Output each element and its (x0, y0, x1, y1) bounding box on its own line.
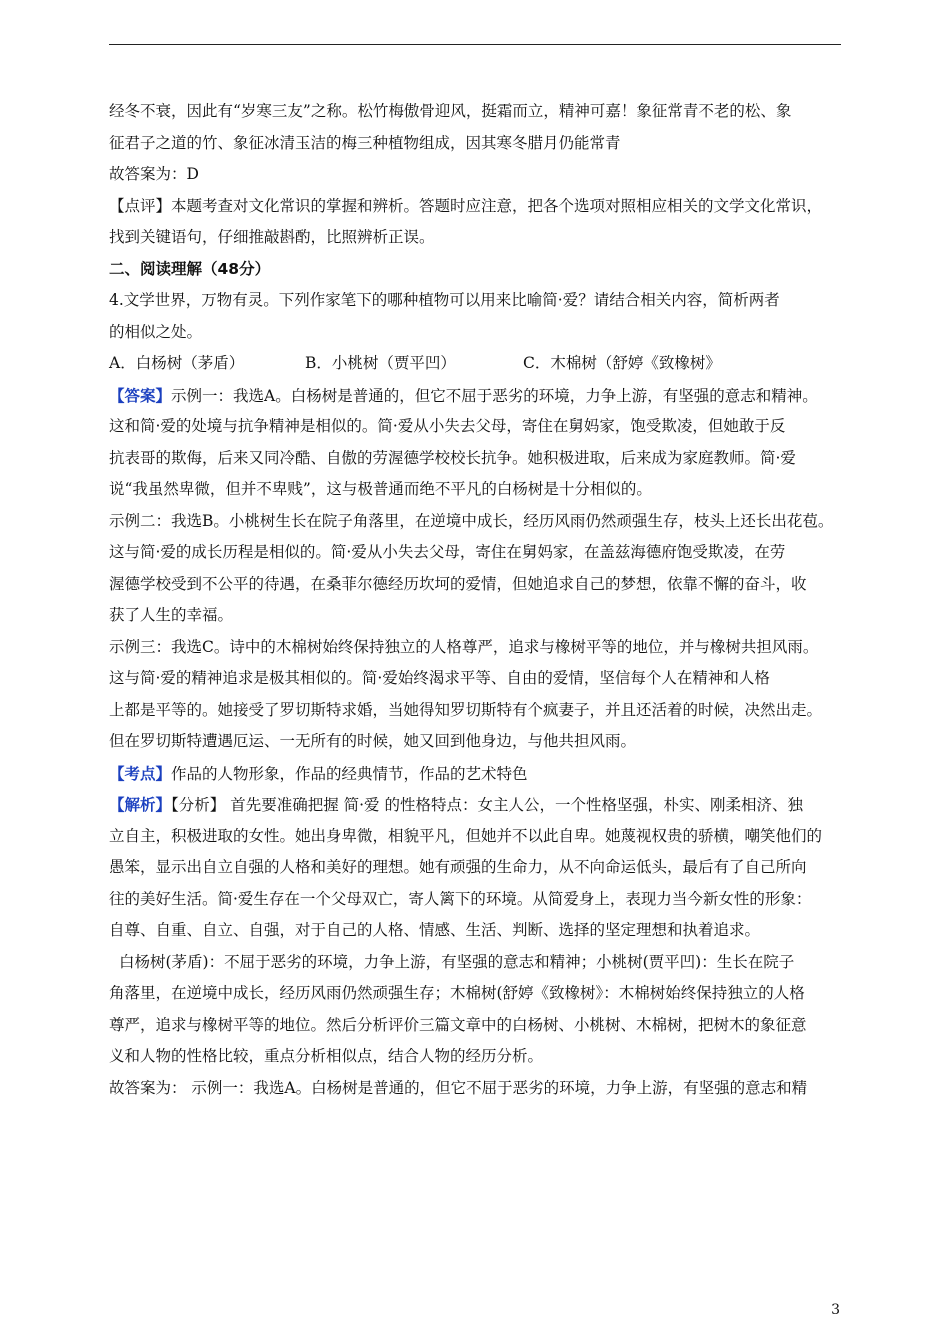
kaodian-line (109, 758, 857, 790)
jiexi-line: 义和人物的性格比较，重点分析相似点，结合人物的经历分析。 (109, 1047, 544, 1065)
question-stem: 4.文学世界，万物有灵。下列作家笔下的哪种植物可以用来比喻简·爱？请结合相关内容，简析两者 (109, 291, 780, 309)
jiexi-line (109, 789, 857, 821)
answer-line: 说“我虽然卑微，但并不卑贱”，这与极普通而绝不平凡的白杨树是十分相似的。 (109, 480, 652, 498)
comment-line (109, 191, 857, 223)
jiexi-line: 自尊、自重、自立、自强，对于自己的人格、情感、生活、判断、选择的坚定理想和执着追求。 (109, 921, 761, 939)
kaodian-text: 作品的人物形象，作品的经典情节，作品的艺术特色 (171, 764, 528, 783)
option-b: B．小桃树（贾平凹） (305, 354, 456, 372)
question-options (109, 348, 857, 380)
example-line: 获了人生的幸福。 (109, 606, 234, 624)
answer-line: 这和简·爱的处境与抗争精神是相似的。简·爱从小失去父母，寄住在舅妈家，饱受欺凌，但她敢于反 (109, 417, 786, 435)
jiexi-line: 往的美好生活。简·爱生存在一个父母双亡，寄人篱下的环境。从简爱身上，表现力当今新女性的形象： (109, 889, 812, 908)
jiexi-line: 立自主，积极进取的女性。她出身卑微，相貌平凡，但她并不以此自卑。她蔑视权贵的骄横，嘲笑他们的 (109, 826, 823, 845)
example-line: 上都是平等的。她接受了罗切斯特求婚，当她得知罗切斯特有个疯妻子，并且还活着的时候，决然出走。 (109, 700, 823, 719)
comment-text: 本题考查对文化常识的掌握和辨析。答题时应注意，把各个选项对照相应相关的文学文化常识， (171, 196, 823, 215)
answer-line: 故答案为：D (109, 165, 199, 183)
example-line: 这与简·爱的成长历程是相似的。简·爱从小失去父母，寄住在舅妈家，在盖兹海德府饱受欺凌，在劳 (109, 543, 786, 561)
final-answer-line: 故答案为： 示例一：我选A。白杨树是普通的，但它不屈于恶劣的环境，力争上游，有坚强的意志和精 (109, 1078, 808, 1097)
section-title: 二、阅读理解（48分） (109, 259, 271, 278)
jiexi-line: 愚笨，显示出自立自强的人格和美好的理想。她有顽强的生命力，从不向命运低头，最后有了自己所向 (109, 858, 807, 876)
header-divider (109, 44, 841, 45)
option-c: C．木棉树（舒婷《致橡树》 (523, 354, 721, 372)
page-body (109, 96, 857, 1104)
jiexi-text: 【分析】 首先要准确把握 简·爱 的性格特点：女主人公，一个性格坚强，朴实、刚柔相济、独 (171, 796, 803, 814)
answer-line: 抗表哥的欺侮，后来又同冷酷、自傲的劳渥德学校校长抗争。她积极进取，后来成为家庭教师。简·爱 (109, 448, 796, 467)
example-line: 示例三：我选C。诗中的木棉树始终保持独立的人格尊严，追求与橡树平等的地位，并与橡树共担风雨。 (109, 637, 819, 656)
option-a: A．白杨树（茅盾） (109, 354, 245, 372)
paragraph-line: 征君子之道的竹、象征冰清玉洁的梅三种植物组成，因其寒冬腊月仍能常青 (109, 133, 621, 152)
jiexi-line: 角落里，在逆境中成长，经历风雨仍然顽强生存；木棉树(舒婷《致橡树》：木棉树始终保持独立的人格 (109, 984, 805, 1002)
comment-tag: 【点评】 (109, 196, 172, 215)
example-line: 这与简·爱的精神追求是极其相似的。简·爱始终渴求平等、自由的爱情，坚信每个人在精神和人格 (109, 669, 770, 687)
example-line: 渥德学校受到不公平的待遇，在桑菲尔德经历坎坷的爱情，但她追求自己的梦想，依靠不懈的奋斗，收 (109, 574, 807, 593)
answer-text: 示例一：我选A。白杨树是普通的，但它不屈于恶劣的环境，力争上游，有坚强的意志和精神。 (171, 386, 818, 405)
answer-tag: 【答案】 (109, 385, 172, 405)
paragraph-line: 经冬不衰，因此有“岁寒三友”之称。松竹梅傲骨迎风，挺霜而立，精神可嘉！象征常青不老的松、象 (109, 102, 792, 120)
answer-line (109, 380, 857, 412)
question-stem: 的相似之处。 (109, 322, 203, 341)
comment-line: 找到关键语句，仔细推敲斟酌，比照辨析正误。 (109, 228, 435, 246)
kaodian-tag: 【考点】 (109, 763, 172, 783)
example-line: 示例二：我选B。小桃树生长在院子角落里，在逆境中成长，经历风雨仍然顽强生存，枝头上还长出花苞。 (109, 511, 834, 530)
jiexi-line: 白杨树(茅盾)：不屈于恶劣的环境，力争上游，有坚强的意志和精神；小桃树(贾平凹)：生长在院子 (119, 952, 795, 971)
page-number: 3 (831, 1302, 840, 1318)
example-line: 但在罗切斯特遭遇厄运、一无所有的时候，她又回到他身边，与他共担风雨。 (109, 732, 637, 750)
jiexi-tag: 【解析】 (109, 795, 172, 814)
jiexi-line: 尊严，追求与橡树平等的地位。然后分析评价三篇文章中的白杨树、小桃树、木棉树，把树木的象征意 (109, 1015, 807, 1034)
